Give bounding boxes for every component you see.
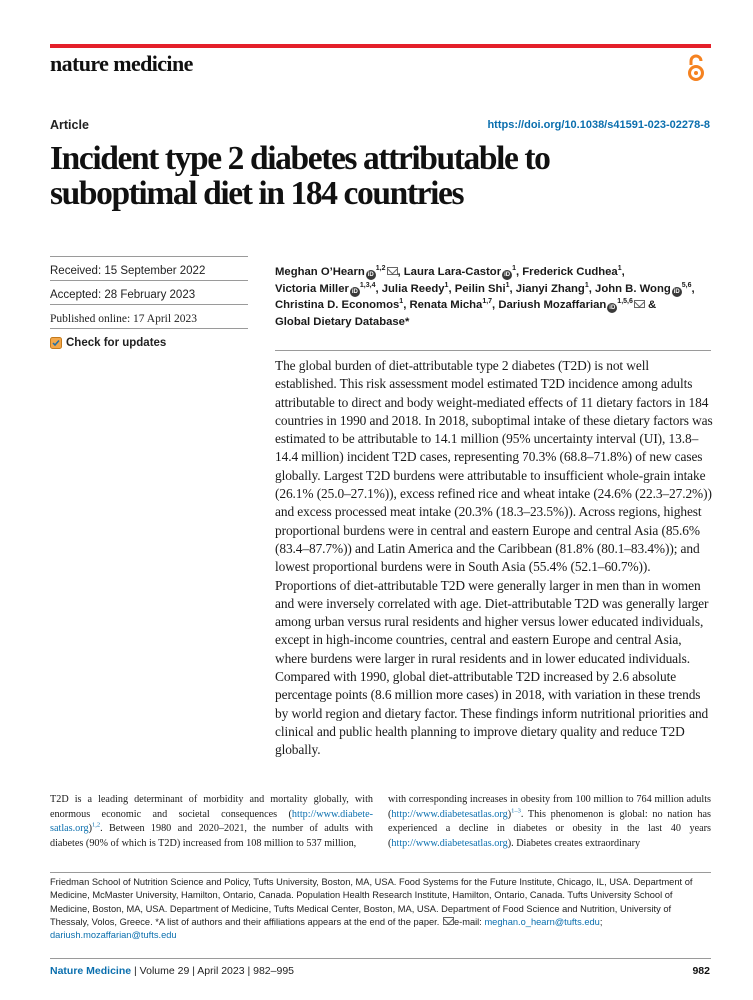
journal-name[interactable]: nature medicine: [50, 51, 193, 76]
author-name[interactable]: Laura Lara-Castor: [403, 266, 502, 278]
author-name[interactable]: Jianyi Zhang: [515, 282, 585, 295]
title-line-2: suboptimal diet in 184 countries: [50, 175, 464, 212]
consortium-name[interactable]: Global Dietary Database*: [275, 315, 410, 328]
abstract-divider: [275, 350, 711, 351]
check-updates-icon: [50, 337, 62, 349]
received-date: Received: 15 September 2022: [50, 256, 248, 280]
citation-ref[interactable]: 1,2: [91, 821, 101, 829]
check-updates-label: Check for updates: [66, 337, 167, 349]
author-name[interactable]: Victoria Miller: [275, 282, 349, 295]
email-link[interactable]: meghan.o_hearn@tufts.edu: [484, 916, 600, 927]
citation-ref[interactable]: 1–3: [511, 807, 521, 815]
open-access-icon[interactable]: [686, 53, 706, 83]
footnote-divider: [50, 872, 711, 873]
orcid-icon[interactable]: iD: [367, 272, 374, 278]
email-icon[interactable]: [634, 300, 645, 308]
author-name[interactable]: Renata Micha: [409, 299, 483, 311]
article-dates: [50, 256, 248, 352]
ampersand: &: [648, 299, 657, 311]
check-updates-button[interactable]: [50, 328, 248, 352]
email-icon: [443, 917, 454, 925]
footer-volume-info: | Volume 29 | April 2023 | 982–995: [134, 965, 294, 977]
abstract-text: The global burden of diet-attributable type 2 diabetes (T2D) is not well established. This risk assessment model estimated T2D incidence among adults attributable to direct and body weight-mediated effects of 11 dietary factors in 184 countries in 1990 and 2018. In 2018, suboptimal intake of these dietary factors was estimated to be attributable to 14.1 million (95% uncertainty interval (UI), 13.8–14.4 million) incident T2D cases, representing 70.3% (68.8–71.8%) of new cases globally. Largest T2D burdens were attributable to insufficient whole-grain intake (26.1% (25.0–27.1%)), excess refined rice and wheat intake (24.6% (22.3–27.2%)) and excess processed meat intake (20.3% (18.3–23.5%)). Across regions, highest proportional burdens were in central and eastern Europe and central Asia (85.6% (83.4–87.7%)) and Latin America and the Caribbean (81.8% (80.1–83.4%)); and lowest proportional burdens were in South Asia (55.4% (52.1–60.7%)). Proportions of diet-attributable T2D were generally larger in men than in women and were inversely correlated with age. Diet-attributable T2D was generally larger among urban versus rural residents and higher versus lower educated individuals, except in high-income countries, central and eastern Europe and central Asia, where burdens were larger in rural residents and in lower educated individuals. Compared with 1990, global diet-attributable T2D increased by 2.6 absolute percentage points (8.6 million more cases) in 2018, with variation in these trends by world region and dietary factor. These findings inform nutritional priorities and clinical and public health planning to improve dietary quality and reduce T2D globally.: [275, 358, 713, 758]
email-link[interactable]: dariush.mozaffarian@tufts.edu: [50, 930, 177, 941]
orcid-icon[interactable]: iD: [504, 272, 511, 278]
author-name[interactable]: Peilin Shi: [454, 282, 506, 295]
orcid-icon[interactable]: iD: [609, 305, 616, 311]
footer-journal-link[interactable]: Nature Medicine: [50, 965, 132, 977]
affiliations-footnote: Friedman School of Nutrition Science and Policy, Tufts University, Boston, MA, USA. Food Systems for the Future Institute, Chicago, IL, USA. Department of Medicine, McMaster University, Hamilton, Ontario, Canada. Population Health Research Institute, Hamilton, Ontario, Canada. Tufts University School of Medicine, Boston, MA, USA. Department of Medicine, Tufts Medical Center, Boston, MA, USA. Department of Food Science and Nutrition, University of Thessaly, Volos, Greece. *A list of authors and their affiliations appears at the end of the paper. e-mail: meghan.o_hearn@tufts.edu; dariush.mozaffarian@tufts.edu: [50, 877, 693, 941]
body-column-1: T2D is a leading determinant of morbidity and mortality globally, with enormous economic and societal consequences (http://www.diabete-satlas.org)$^{1,2}$. Between 1980 and 2020–2021, the number of adults with diabetes (90% of which is T2D) increased from 108 million to 537 million,: [50, 794, 373, 849]
author-name[interactable]: Dariush Mozaffarian: [498, 299, 607, 311]
footer-citation: [50, 965, 294, 977]
doi-link[interactable]: https://doi.org/10.1038/s41591-023-02278-8: [487, 119, 710, 131]
title-line-1: Incident type 2 diabetes attributable to: [50, 140, 550, 177]
header-accent-bar: [50, 44, 711, 48]
page-number: 982: [692, 965, 710, 977]
author-name[interactable]: John B. Wong: [595, 282, 671, 295]
author-list: Meghan O’Hearn iD$^{1,2}$ , Laura Lara-Castor $iD^1$, Frederick Cudhea$^1$, Victoria Miller iD$^{1,3,4}$, Julia Reedy$^1$, Peilin Shi$^1$, Jianyi Zhang$^1$, John B. Wong iD$^{5,6}$, Christina D. Economos$^1$, Renata Micha$^{1,7}$, Dariush Mozaffarian iD$^{1,5,6}$ & Global Dietary Database*: [275, 265, 695, 328]
author-name[interactable]: Julia Reedy: [381, 282, 445, 295]
email-icon[interactable]: [387, 267, 398, 275]
diabetes-atlas-link[interactable]: http://www.diabete-satlas.org: [50, 808, 373, 834]
footer-divider: [50, 958, 711, 959]
author-name[interactable]: Christina D. Economos: [275, 299, 400, 311]
author-name[interactable]: Meghan O’Hearn: [275, 266, 365, 278]
author-name[interactable]: Frederick Cudhea: [522, 266, 618, 278]
orcid-icon[interactable]: iD: [673, 288, 680, 295]
body-column-2: with corresponding increases in obesity from 100 million to 764 million adults (http://www.diabetesatlas.org)$^{1-3}$. This phenomenon is global: no nation has experienced a decline in diabetes or obesity in the last 40 years (http://www.diabetesatlas.org). Diabetes creates extraordinary: [388, 794, 711, 849]
accepted-date: Accepted: 28 February 2023: [50, 280, 248, 304]
article-title: [50, 141, 710, 211]
article-type-label: Article: [50, 118, 89, 132]
diabetes-atlas-link[interactable]: http://www.diabetesatlas.org: [391, 808, 508, 820]
published-date: Published online: 17 April 2023: [50, 304, 248, 328]
diabetes-atlas-link[interactable]: http://www.diabetesatlas.org: [391, 837, 508, 849]
orcid-icon[interactable]: iD: [351, 288, 358, 295]
